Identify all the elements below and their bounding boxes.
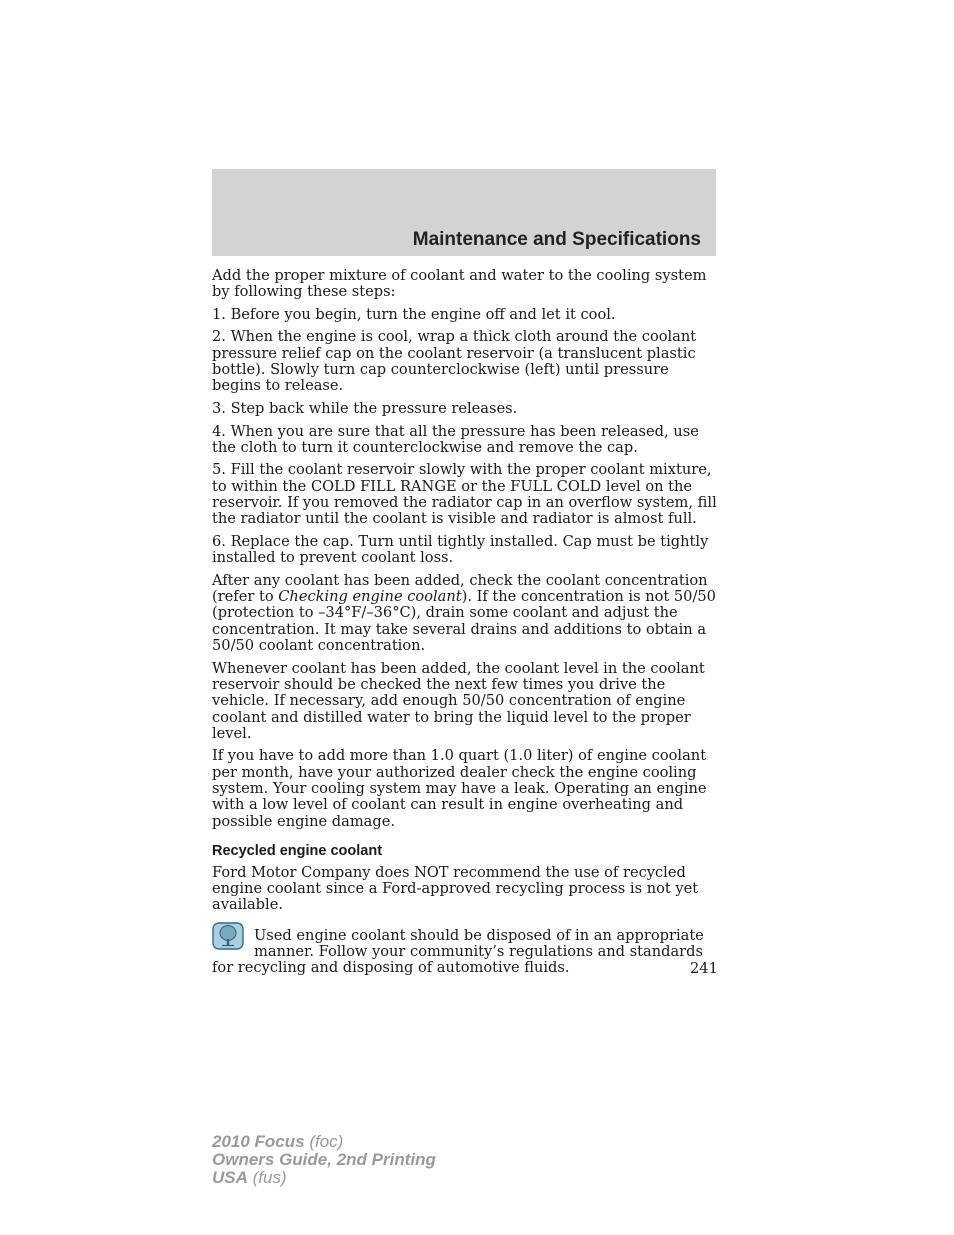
recycled-paragraph: Ford Motor Company does NOT recommend the use of recycled engine coolant since a Ford-approved recycling process is not yet available. (212, 863, 699, 914)
page-body (212, 268, 720, 983)
whenever-paragraph: Whenever coolant has been added, the coolant level in the coolant reservoir should be checked the next few times you drive the vehicle. If necessary, add enough 50/50 concentration of engine coolant and distilled water to bring the liquid level to the proper level. (212, 659, 705, 742)
footer-model: 2010 Focus (212, 1132, 305, 1151)
cross-reference: Checking engine coolant (278, 588, 462, 606)
step-1: 1. Before you begin, turn the engine off and let it cool. (212, 305, 616, 323)
page-number: 241 (690, 960, 718, 977)
footer-model-line (212, 1133, 436, 1151)
section-title: Maintenance and Specifications (412, 229, 701, 250)
step-6: 6. Replace the cap. Turn until tightly installed. Cap must be tightly installed to prevent coolant loss. (212, 532, 709, 567)
footer-region-code: (fus) (252, 1168, 287, 1187)
step-5: 5. Fill the coolant reservoir slowly with the proper coolant mixture, to within the COLD FILL RANGE or the FULL COLD level on the reservoir. If you removed the radiator cap in an overflow system, fill the radiator until the coolant is visible and radiator is almost full. (212, 461, 717, 528)
step-3: 3. Step back while the pressure releases. (212, 399, 518, 417)
footer-region-line (212, 1169, 436, 1187)
concentration-text-end: ). If the concentration is not 50/50 (protection to –34°F/–36°C), drain some coolant and adjust the concentration. It may take several drains and additions to obtain a 50/50 coolant concentration. (212, 588, 716, 655)
footer-guide-line (212, 1151, 436, 1169)
step-4: 4. When you are sure that all the pressure has been released, use the cloth to turn it counterclockwise and remove the cap. (212, 422, 699, 456)
footer-region: USA (212, 1168, 248, 1187)
environment-note-text: Used engine coolant should be disposed of in an appropriate manner. Follow your community’s regulations and standards for recycling and disposing of automotive fluids. (212, 926, 704, 977)
concentration-paragraph (212, 573, 720, 654)
section-header-band (212, 169, 716, 256)
footer-model-code: (foc) (309, 1132, 344, 1151)
environment-tree-icon (212, 922, 244, 950)
footer (212, 1133, 436, 1187)
footer-guide: Owners Guide, 2nd Printing (212, 1150, 436, 1169)
environment-note (212, 928, 720, 977)
recycled-heading: Recycled engine coolant (212, 842, 383, 859)
quart-paragraph: If you have to add more than 1.0 quart (1.0 liter) of engine coolant per month, have your authorized dealer check the engine cooling system. Your cooling system may have a leak. Operating an engine with a low level of coolant can result in engine overheating and possible engine damage. (212, 747, 707, 830)
step-2: 2. When the engine is cool, wrap a thick cloth around the coolant pressure relief cap on the coolant reservoir (a translucent plastic bottle). Slowly turn cap counterclockwise (left) until pressure begins to release. (212, 328, 697, 395)
intro-paragraph: Add the proper mixture of coolant and water to the cooling system by following these steps: (212, 267, 707, 301)
concentration-text-start: After any coolant has been added, check the coolant concentration (refer to (212, 571, 708, 606)
